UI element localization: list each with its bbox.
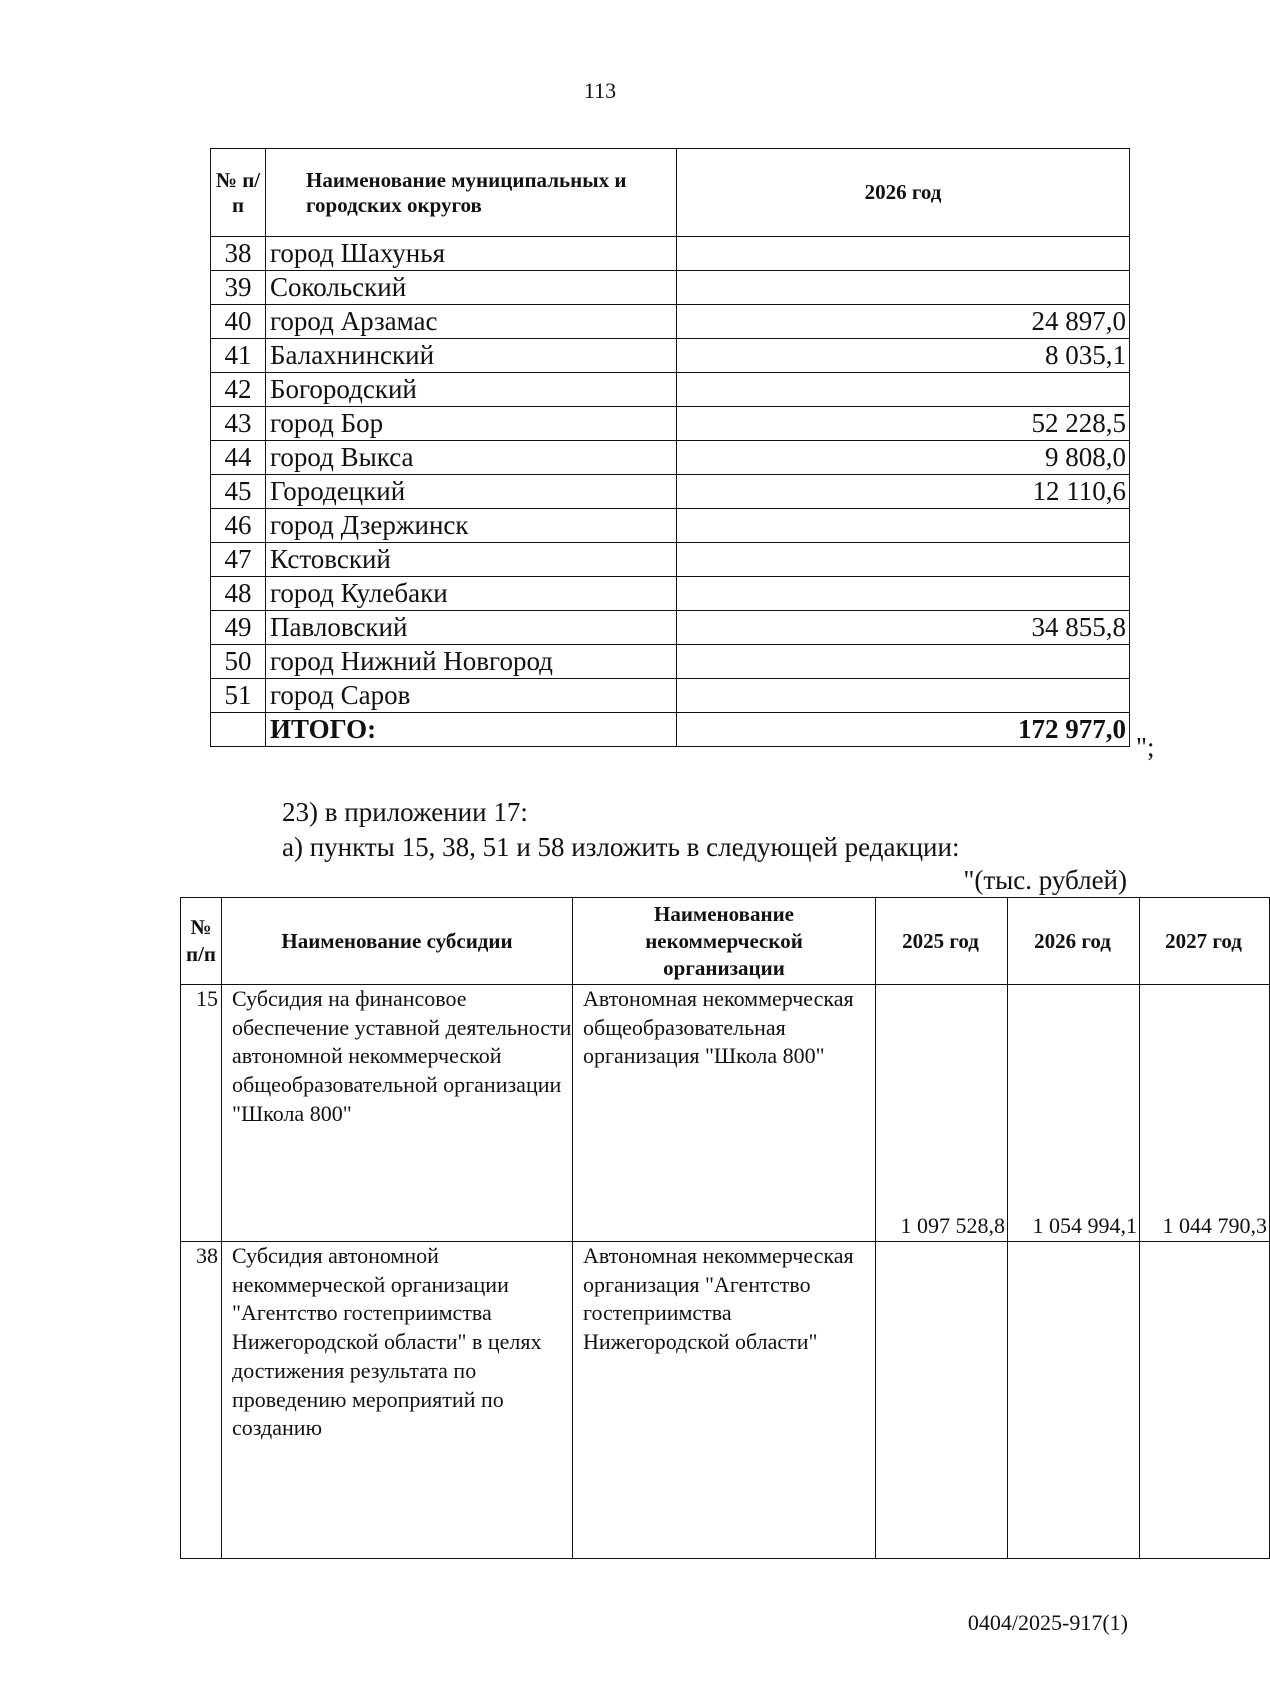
row-value: [677, 543, 1130, 577]
row-org: Автономная некоммерческая организация "Агентство гостеприимства Нижегородской области": [573, 1242, 876, 1559]
closing-quote: ";: [1136, 732, 1155, 762]
row-subsidy: Субсидия на финансовое обеспечение уставной деятельности автономной некоммерческой общеобразовательной организации "Школа 800": [222, 985, 573, 1242]
table-row: [211, 407, 1130, 441]
row-value: 8 035,1: [677, 339, 1130, 373]
header-subsidy: Наименование субсидии: [222, 898, 573, 985]
row-name: город Саров: [266, 679, 677, 713]
table-row: [211, 645, 1130, 679]
header-2025: 2025 год: [876, 898, 1008, 985]
table-row: [181, 985, 1270, 1242]
paragraph-appendix: 23) в приложении 17:: [282, 797, 528, 827]
header-year: 2026 год: [677, 149, 1130, 237]
row-2025: 1 097 528,8: [876, 985, 1008, 1242]
header-num: № п/п: [181, 898, 222, 985]
row-num: 44: [211, 441, 266, 475]
row-num: 41: [211, 339, 266, 373]
row-value: [677, 271, 1130, 305]
row-num: 42: [211, 373, 266, 407]
table-row: [211, 543, 1130, 577]
row-value: 24 897,0: [677, 305, 1130, 339]
total-row: [211, 713, 1130, 747]
row-num: 38: [181, 1242, 222, 1559]
total-value: 172 977,0: [677, 713, 1130, 747]
row-value: [677, 373, 1130, 407]
row-num: 39: [211, 271, 266, 305]
row-num: 48: [211, 577, 266, 611]
row-value: [677, 577, 1130, 611]
row-num: 46: [211, 509, 266, 543]
table-row: [211, 679, 1130, 713]
row-subsidy: Субсидия автономной некоммерческой организации "Агентство гостеприимства Нижегородской области" в целях достижения результата по проведению мероприятий по созданию: [222, 1242, 573, 1559]
paragraph-points: а) пункты 15, 38, 51 и 58 изложить в следующей редакции:: [282, 832, 960, 862]
row-num: 50: [211, 645, 266, 679]
table-row: [211, 237, 1130, 271]
row-value: 12 110,6: [677, 475, 1130, 509]
row-num: 49: [211, 611, 266, 645]
row-name: Сокольский: [266, 271, 677, 305]
row-num: 15: [181, 985, 222, 1242]
row-num: 38: [211, 237, 266, 271]
table-row: [211, 475, 1130, 509]
table-header-row: [181, 898, 1270, 985]
row-2025: [876, 1242, 1008, 1559]
table-row: [211, 271, 1130, 305]
row-value: [677, 509, 1130, 543]
row-name: город Бор: [266, 407, 677, 441]
row-name: город Шахунья: [266, 237, 677, 271]
document-code: 0404/2025-917(1): [967, 1610, 1128, 1635]
total-num-cell: [211, 713, 266, 747]
row-2026: [1008, 1242, 1140, 1559]
header-num: № п/п: [211, 149, 266, 237]
row-value: 52 228,5: [677, 407, 1130, 441]
header-name: Наименование муниципальных и городских округов: [266, 149, 677, 237]
row-name: Балахнинский: [266, 339, 677, 373]
table-header-row: [211, 149, 1130, 237]
row-name: Кстовский: [266, 543, 677, 577]
row-value: [677, 679, 1130, 713]
table-row: [211, 373, 1130, 407]
table-row: [211, 339, 1130, 373]
table-row: [211, 305, 1130, 339]
header-org: Наименование некоммерческой организации: [573, 898, 876, 985]
row-num: 45: [211, 475, 266, 509]
row-name: город Дзержинск: [266, 509, 677, 543]
row-value: 9 808,0: [677, 441, 1130, 475]
subsidy-table: [180, 897, 1270, 1559]
total-label: ИТОГО:: [266, 713, 677, 747]
row-num: 40: [211, 305, 266, 339]
row-value: [677, 237, 1130, 271]
row-value: [677, 645, 1130, 679]
row-name: город Нижний Новгород: [266, 645, 677, 679]
row-org: Автономная некоммерческая общеобразовательная организация "Школа 800": [573, 985, 876, 1242]
table-row: [181, 1242, 1270, 1559]
row-name: город Кулебаки: [266, 577, 677, 611]
row-2027: [1140, 1242, 1270, 1559]
row-name: Городецкий: [266, 475, 677, 509]
row-value: 34 855,8: [677, 611, 1130, 645]
row-name: город Выкса: [266, 441, 677, 475]
header-2027: 2027 год: [1140, 898, 1270, 985]
header-2026: 2026 год: [1008, 898, 1140, 985]
row-name: город Арзамас: [266, 305, 677, 339]
page-number: 113: [583, 78, 617, 103]
table-row: [211, 577, 1130, 611]
units-label: "(тыс. рублей): [963, 865, 1127, 895]
row-name: Богородский: [266, 373, 677, 407]
table-row: [211, 441, 1130, 475]
row-2027: 1 044 790,3: [1140, 985, 1270, 1242]
table-row: [211, 611, 1130, 645]
row-name: Павловский: [266, 611, 677, 645]
row-num: 43: [211, 407, 266, 441]
row-num: 51: [211, 679, 266, 713]
table-row: [211, 509, 1130, 543]
municipal-table: [210, 148, 1130, 747]
row-2026: 1 054 994,1: [1008, 985, 1140, 1242]
row-num: 47: [211, 543, 266, 577]
